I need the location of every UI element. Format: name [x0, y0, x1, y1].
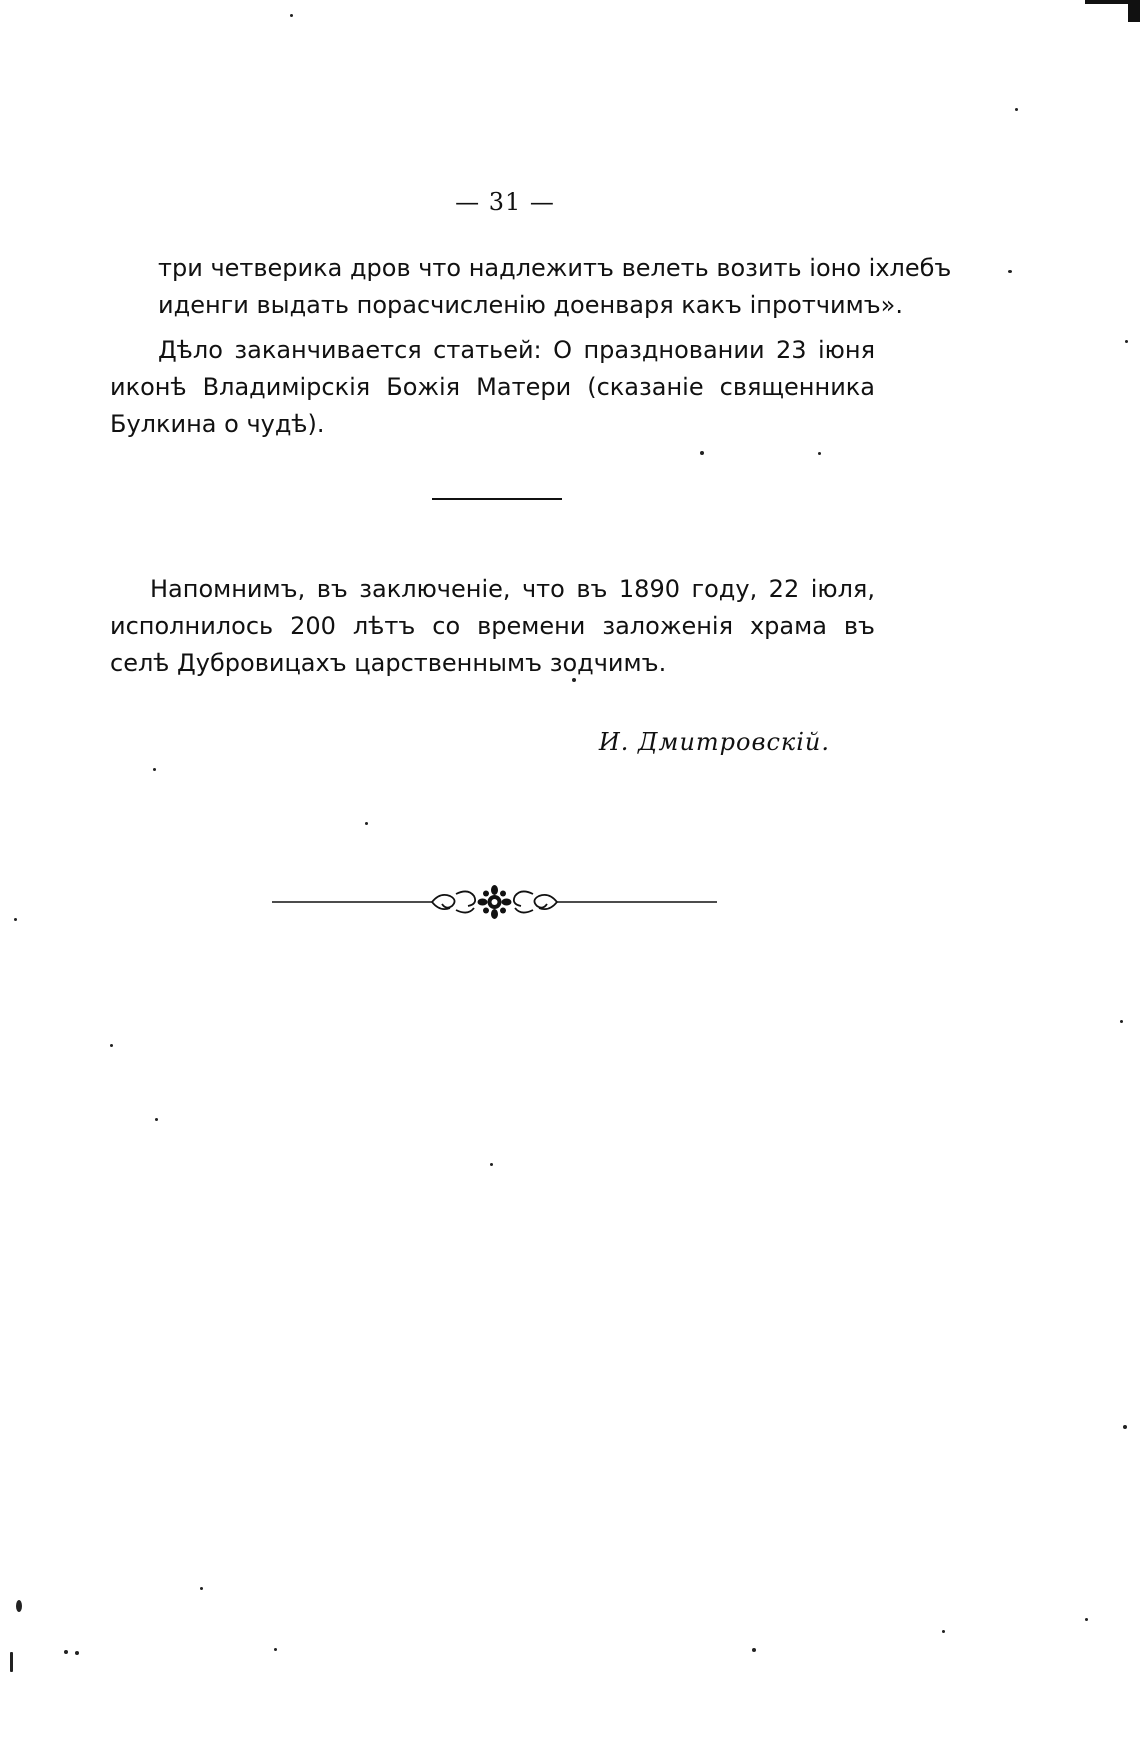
scan-speck [110, 1044, 113, 1047]
ornamental-divider [272, 882, 717, 922]
scan-speck [290, 14, 293, 17]
scan-speck [572, 678, 576, 682]
scan-speck [700, 451, 704, 455]
scan-speck [1085, 1618, 1088, 1621]
scan-speck [490, 1163, 493, 1166]
scan-speck [942, 1630, 945, 1633]
scan-speck [1125, 340, 1128, 343]
quote-block [158, 250, 952, 324]
scan-speck [155, 1118, 158, 1121]
paragraph-closing-article: Дѣло заканчивается статьей: О праздновании 23 іюня иконѣ Владимірскія Божія Матери (сказаніе священника Булкина о чудѣ). [110, 336, 875, 438]
scan-speck [274, 1648, 277, 1651]
scan-speck [1015, 108, 1018, 111]
scan-speck [200, 1587, 203, 1590]
scan-speck [1120, 1020, 1123, 1023]
scan-speck [75, 1651, 79, 1655]
author-signature: И. Дмитровскій. [598, 728, 830, 756]
quote-line: иденги выдать порасчисленію доенваря какъ іпротчимъ». [158, 291, 903, 319]
section-divider [432, 498, 562, 500]
scan-speck [1008, 270, 1012, 273]
scan-speck [10, 1652, 13, 1672]
scan-speck [818, 452, 821, 455]
paragraph-conclusion: Напомнимъ, въ заключеніе, что въ 1890 году, 22 іюля, исполнилось 200 лѣтъ со времени заложенія храма въ селѣ Дубровицахъ царственнымъ зодчимъ. [110, 575, 875, 677]
scan-speck [16, 1600, 22, 1612]
scan-edge-mark [1128, 0, 1140, 22]
scan-speck [1123, 1425, 1127, 1429]
scan-speck [14, 918, 17, 921]
scan-speck [752, 1648, 756, 1652]
scan-speck [64, 1650, 68, 1654]
page-number: — 31 — [455, 188, 555, 216]
scan-speck [153, 768, 156, 771]
scan-speck [365, 822, 368, 825]
quote-line: три четверика дров что надлежитъ велеть возить іоно іхлебъ [158, 254, 952, 282]
